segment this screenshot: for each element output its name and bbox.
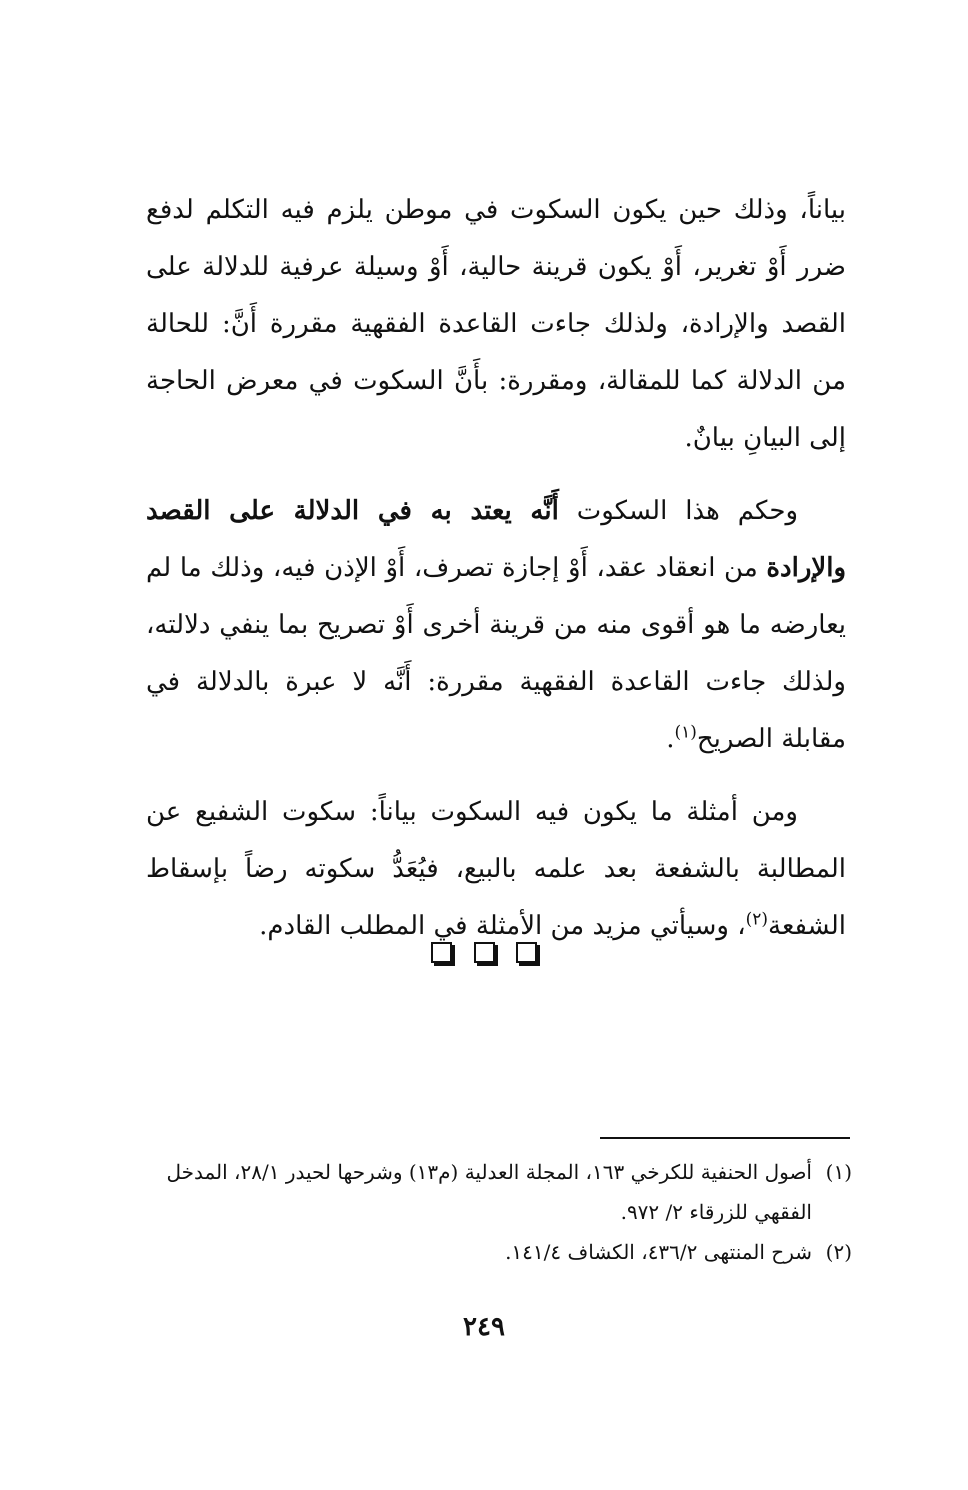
paragraph-3 — [146, 784, 846, 955]
paragraph-2-bold: أَنَّه يعتد به في الدلالة على القصد والإرادة — [146, 496, 846, 583]
square-ornament-icon — [474, 942, 495, 963]
paragraph-1 — [146, 182, 846, 467]
footnote-2 — [140, 1232, 852, 1272]
footnote-1 — [140, 1152, 852, 1232]
footnotes — [140, 1152, 852, 1272]
section-separator — [0, 942, 968, 967]
paragraph-2-lead: وحكم هذا السكوت — [558, 496, 798, 526]
page-number: ٢٤٩ — [463, 1312, 505, 1342]
footnote-text: أصول الحنفية للكرخي ١٦٣، المجلة العدلية (م١٣) وشرحها لحيدر ٢٨/١، المدخل الفقهي للزرقاء ٢/ ٩٧٢. — [166, 1160, 812, 1224]
paragraph-2-end: . — [666, 724, 675, 754]
paragraph-3-rest: ، وسيأتي مزيد من الأمثلة في المطلب القادم. — [259, 911, 746, 941]
footnote-text: شرح المنتهى ٤٣٦/٢، الكشاف ١٤١/٤. — [505, 1240, 812, 1264]
square-ornament-icon — [431, 942, 452, 963]
footnote-number: (١) — [825, 1160, 852, 1184]
footnote-divider — [600, 1137, 850, 1139]
footnote-number: (٢) — [825, 1240, 852, 1264]
paragraph-2-rest: من انعقاد عقد، أَوْ إجازة تصرف، أَوْ الإذن فيه، وذلك ما لم يعارضه ما هو أقوى منه من قرينة أخرى أَوْ تصريح بما ينفي دلالته، ولذلك جاءت القاعدة الفقهية مقررة: أَنَّه لا عبرة بالدلالة في مقابلة الصريح — [146, 553, 846, 754]
paragraph-1-text: بياناً، وذلك حين يكون السكوت في موطن يلزم فيه التكلم لدفع ضرر أَوْ تغرير، أَوْ يكون قرينة حالية، أَوْ وسيلة عرفية للدلالة على القصد والإرادة، ولذلك جاءت القاعدة الفقهية مقررة أَنَّ: للحالة من الدلالة كما للمقالة، ومقررة: بأَنَّ السكوت في معرض الحاجة إلى البيانِ بيانٌ. — [146, 195, 846, 453]
square-ornament-icon — [516, 942, 537, 963]
main-text — [146, 182, 846, 955]
paragraph-2 — [146, 483, 846, 768]
footnote-ref-2: (٢) — [745, 909, 769, 930]
footnote-ref-1: (١) — [674, 722, 697, 743]
paragraph-3-lead: ومن أمثلة ما يكون فيه السكوت بياناً: سكوت الشفيع عن المطالبة بالشفعة بعد علمه بالبيع، فيُعَدُّ سكوته رضاً بإسقاط الشفعة — [146, 797, 846, 941]
